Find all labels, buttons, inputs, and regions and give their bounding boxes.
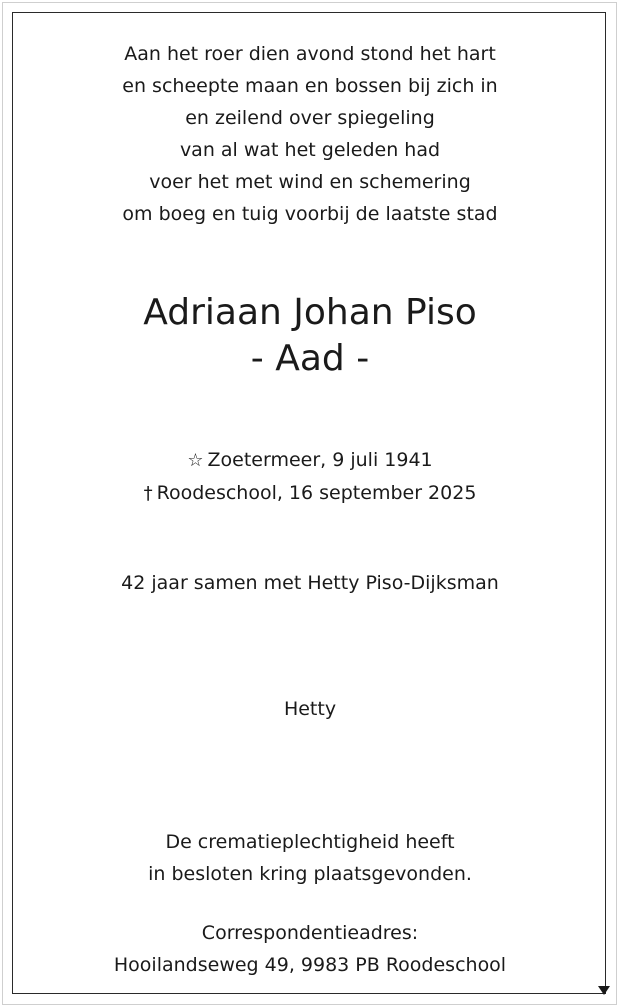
deceased-name xyxy=(0,290,620,382)
death-date: Roodeschool, 16 september 2025 xyxy=(156,482,477,504)
triangle-down-icon[interactable] xyxy=(598,986,610,995)
poem-line: voer het met wind en schemering xyxy=(149,171,471,193)
poem-line: en zeilend over spiegeling xyxy=(185,107,435,129)
birth-line xyxy=(0,444,620,477)
ceremony-line: De crematieplechtigheid heeft xyxy=(165,831,455,853)
star-icon: ☆ xyxy=(187,450,204,471)
life-dates xyxy=(0,444,620,510)
birth-date: Zoetermeer, 9 juli 1941 xyxy=(207,449,433,471)
poem-line: en scheepte maan en bossen bij zich in xyxy=(122,75,498,97)
poem xyxy=(0,38,620,230)
death-line xyxy=(0,477,620,510)
signer xyxy=(0,693,620,725)
poem-line: Aan het roer dien avond stond het hart xyxy=(124,43,496,65)
address-label: Correspondentieadres: xyxy=(201,922,419,944)
together-text: 42 jaar samen met Hetty Piso-Dijksman xyxy=(121,572,499,594)
signer-name: Hetty xyxy=(283,698,337,720)
dagger-icon: † xyxy=(143,483,153,504)
poem-line: van al wat het geleden had xyxy=(179,139,441,161)
nickname: - Aad - xyxy=(250,338,370,379)
ceremony-notice xyxy=(0,826,620,890)
full-name: Adriaan Johan Piso xyxy=(143,292,477,333)
poem-line: om boeg en tuig voorbij de laatste stad xyxy=(122,203,498,225)
together-line xyxy=(0,567,620,599)
ceremony-line: in besloten kring plaatsgevonden. xyxy=(148,863,472,885)
address-value: Hooilandseweg 49, 9983 PB Roodeschool xyxy=(113,954,507,976)
correspondence-address xyxy=(0,917,620,981)
